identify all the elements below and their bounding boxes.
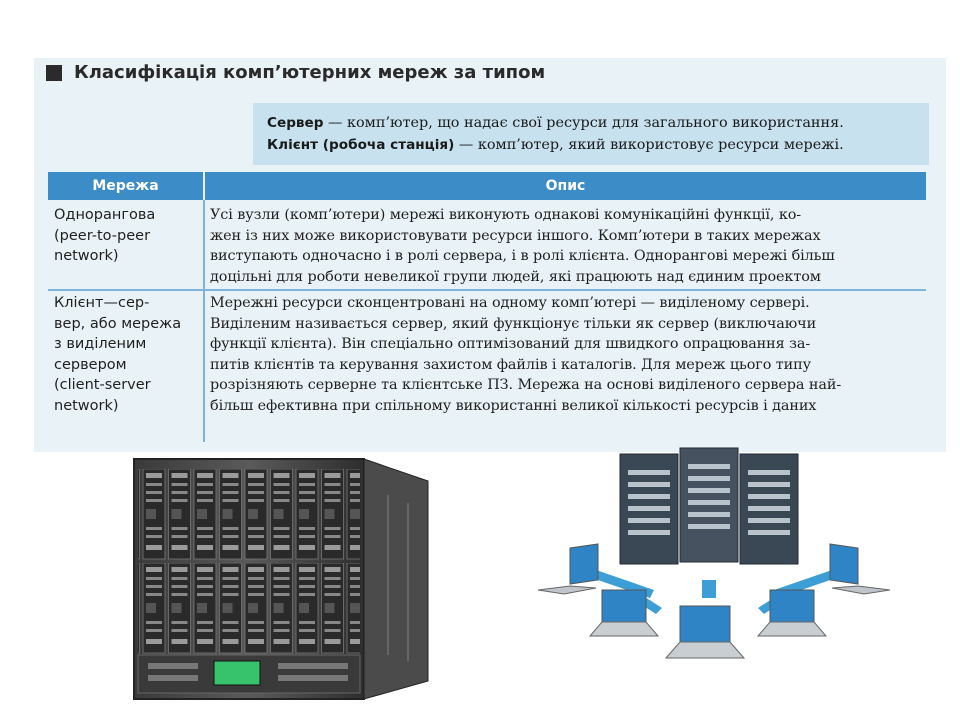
cell-line: network) — [54, 248, 119, 264]
cell-line: Однорангова — [54, 207, 156, 223]
cell-line: питів клієнтів та керування захистом файлів і каталогів. Для мереж цього типу — [210, 356, 811, 373]
cell-line: Мережні ресурси сконцентровані на одному комп’ютері — виділеному сервері. — [210, 295, 810, 311]
cell-line: функції клієнта). Він спеціально оптимізований для швидкого опрацювання за- — [210, 336, 811, 352]
table-row-description-peer — [210, 205, 835, 287]
cell-line: жен із них може використовувати ресурси іншого. Комп’ютери в таких мережах — [210, 227, 821, 244]
row-divider — [48, 289, 926, 291]
cell-line: з виділеним — [54, 336, 147, 352]
cell-line: Виділеним називається сервер, який функціонує тільки як сервер (виключаючи — [210, 315, 817, 332]
table-row-network-peer — [54, 205, 155, 267]
table-header-network: Мережа — [48, 172, 203, 200]
cell-line: доцільні для роботи невеликої групи людей, які працюють над єдиним проектом — [210, 268, 821, 285]
laptop-icon — [758, 590, 826, 636]
definitions-box — [253, 103, 929, 165]
cell-line: (client-server — [54, 377, 151, 393]
laptop-icon — [666, 606, 744, 658]
heading-text: Класифікація комп’ютерних мереж за типом — [74, 62, 546, 83]
square-bullet-icon — [46, 65, 62, 81]
server-towers-icon — [620, 448, 798, 564]
cell-line: Усі вузли (комп’ютери) мережі виконують однакові комунікаційні функції, ко- — [210, 207, 802, 223]
cell-line: Клієнт—сер- — [54, 295, 150, 311]
network-types-table — [48, 172, 926, 442]
definition-server — [267, 112, 844, 134]
cell-line: (peer-to-peer — [54, 227, 151, 244]
section-heading — [46, 62, 545, 83]
cell-line: більш ефективна при спільному використанні великої кількості ресурсів і даних — [210, 397, 817, 414]
laptop-icon — [538, 544, 598, 594]
cell-line: розрізняють серверне та клієнтське ПЗ. Мережа на основі виділеного сервера най- — [210, 377, 842, 393]
definition-term: Сервер — [267, 115, 324, 131]
table-row-network-client-server — [54, 293, 181, 416]
cell-line: network) — [54, 397, 119, 414]
definition-term: Клієнт (робоча станція) — [267, 137, 455, 153]
definition-client — [267, 134, 844, 156]
definition-text: — комп’ютер, який використовує ресурси мережі. — [454, 137, 844, 153]
table-row-description-client-server — [210, 293, 841, 416]
cell-line: вер, або мережа — [54, 315, 182, 332]
cell-line: сервером — [54, 356, 127, 373]
blade-server-image — [128, 455, 434, 705]
client-server-network-image — [534, 440, 894, 710]
laptop-icon — [830, 544, 890, 594]
definition-text: — комп’ютер, що надає свої ресурси для загального використання. — [323, 115, 844, 131]
column-divider — [203, 200, 205, 442]
table-header-description: Опис — [205, 172, 926, 200]
cell-line: виступають одночасно і в ролі сервера, і в ролі клієнта. Однорангові мережі більш — [210, 248, 835, 264]
